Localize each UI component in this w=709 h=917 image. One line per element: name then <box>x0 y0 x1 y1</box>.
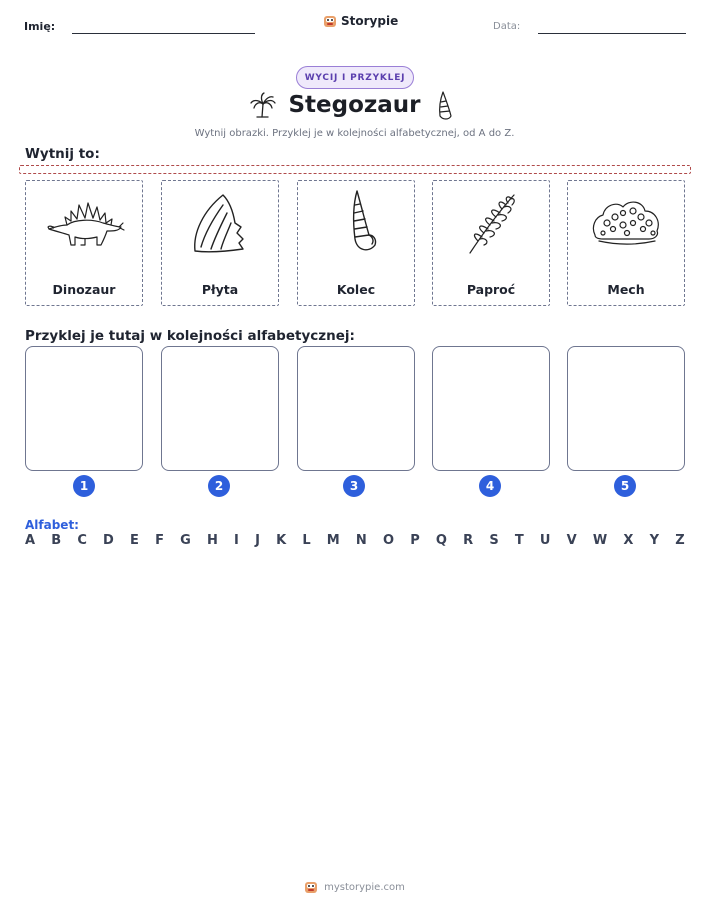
slot-number-5: 5 <box>614 475 636 497</box>
card-label: Płyta <box>201 282 239 297</box>
plate-icon <box>181 189 261 257</box>
alphabet-letter: D <box>103 533 114 548</box>
card-label: Mech <box>607 282 645 297</box>
moss-icon <box>587 189 667 257</box>
name-label: Imię: <box>24 20 56 33</box>
paste-slot-4[interactable] <box>432 346 550 471</box>
slot-number-1: 1 <box>73 475 95 497</box>
alphabet-row <box>25 533 685 548</box>
alphabet-letter: J <box>255 533 260 548</box>
card-label: Kolec <box>336 282 376 297</box>
storypie-mascot-icon <box>323 14 337 28</box>
alphabet-letter: I <box>234 533 239 548</box>
cut-card-plyta[interactable] <box>161 180 279 306</box>
alphabet-letter: F <box>155 533 164 548</box>
instructions: Wytnij obrazki. Przyklej je w kolejności alfabetycznej, od A do Z. <box>194 128 515 139</box>
fern-icon <box>452 189 532 257</box>
paste-section-label: Przyklej je tutaj w kolejności alfabetycznej: <box>25 328 355 344</box>
paste-slot-2[interactable] <box>161 346 279 471</box>
cut-card-mech[interactable] <box>567 180 685 306</box>
slot-number-2: 2 <box>208 475 230 497</box>
alphabet-letter: V <box>566 533 577 548</box>
cut-card-dinozaur[interactable] <box>25 180 143 306</box>
alphabet-letter: N <box>355 533 367 548</box>
spike-small-icon <box>434 90 456 122</box>
cut-card-paproc[interactable] <box>432 180 550 306</box>
stegosaurus-icon <box>45 189 125 257</box>
spike-icon <box>317 189 397 257</box>
cut-card-kolec[interactable] <box>297 180 415 306</box>
storypie-mascot-icon <box>304 880 318 894</box>
alphabet-letter: S <box>489 533 499 548</box>
alphabet-letter: C <box>77 533 87 548</box>
page-title: Stegozaur <box>288 92 421 118</box>
alphabet-letter: W <box>592 533 608 548</box>
cut-section-label: Wytnij to: <box>25 146 100 162</box>
date-label: Data: <box>493 21 521 32</box>
alphabet-letter: Y <box>649 533 660 548</box>
card-label: Paproć <box>466 282 516 297</box>
alphabet-letter: Z <box>675 533 685 548</box>
brand-logo <box>323 14 398 28</box>
alphabet-letter: K <box>276 533 287 548</box>
alphabet-letter: H <box>206 533 218 548</box>
date-write-line[interactable] <box>538 33 686 34</box>
footer-url[interactable]: mystorypie.com <box>324 881 405 893</box>
brand-name: Storypie <box>341 14 399 28</box>
alphabet-letter: L <box>302 533 311 548</box>
slot-number-3: 3 <box>343 475 365 497</box>
footer <box>0 880 709 894</box>
cut-line[interactable] <box>19 165 691 174</box>
paste-slot-3[interactable] <box>297 346 415 471</box>
alphabet-letter: B <box>51 533 62 548</box>
alphabet-title: Alfabet: <box>25 518 79 532</box>
paste-slot-1[interactable] <box>25 346 143 471</box>
name-write-line[interactable] <box>72 33 255 34</box>
alphabet-letter: M <box>326 533 340 548</box>
alphabet-letter: P <box>410 533 420 548</box>
alphabet-letter: R <box>463 533 474 548</box>
alphabet-letter: T <box>514 533 524 548</box>
alphabet-letter: O <box>382 533 395 548</box>
activity-badge: WYCIJ I PRZYKLEJ <box>296 66 414 89</box>
alphabet-letter: X <box>623 533 634 548</box>
alphabet-letter: E <box>130 533 139 548</box>
card-label: Dinozaur <box>52 282 116 297</box>
slot-number-4: 4 <box>479 475 501 497</box>
alphabet-letter: G <box>180 533 191 548</box>
alphabet-letter: U <box>539 533 551 548</box>
alphabet-letter: Q <box>435 533 447 548</box>
alphabet-letter: A <box>25 533 36 548</box>
paste-slot-5[interactable] <box>567 346 685 471</box>
